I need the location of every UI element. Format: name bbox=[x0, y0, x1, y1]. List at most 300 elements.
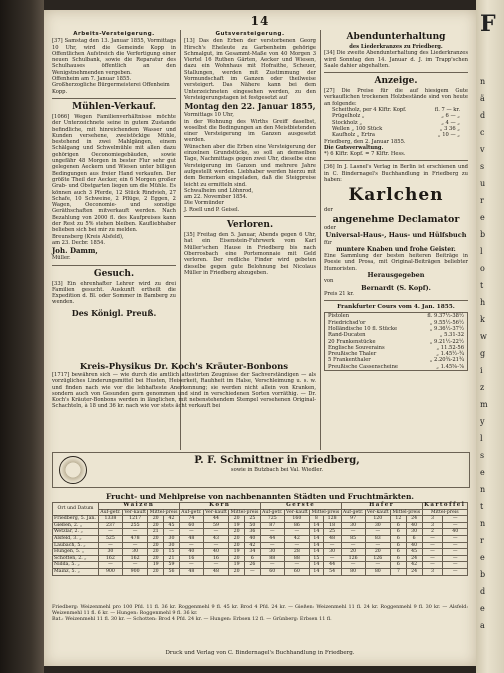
table-cell: 6 bbox=[391, 555, 407, 562]
edge-glyph: e bbox=[480, 604, 485, 613]
table-cell: — bbox=[443, 542, 468, 549]
table-cell: 21 bbox=[164, 555, 180, 562]
table-cell: — bbox=[179, 529, 203, 536]
guts-heading: Gutsversteigerung. bbox=[215, 31, 285, 37]
table-cell: 85 bbox=[341, 535, 365, 542]
table-cell: 1338 bbox=[98, 516, 122, 523]
column-right bbox=[324, 30, 468, 371]
arbeits-date: Offenheim am 7. Januar 1855. bbox=[52, 76, 132, 83]
edge-glyph: l bbox=[480, 434, 483, 443]
table-cell: 30 bbox=[98, 549, 122, 556]
koch-ad-title: Kreis-Physikus Dr. Koch's Kräuter-Bonbons bbox=[79, 362, 289, 372]
course-value: „ 9.21½-22½ bbox=[429, 338, 464, 345]
divider bbox=[184, 216, 316, 217]
table-cell: 24 bbox=[406, 516, 422, 523]
table-row bbox=[53, 562, 468, 569]
table-sub-header-cell: Ver-kauft bbox=[366, 509, 389, 515]
table-cell: 20 bbox=[365, 549, 390, 556]
table-cell: 3 bbox=[422, 516, 443, 523]
guts-signature-names: J. Roell und P. Geisel. bbox=[184, 206, 240, 213]
table-cell: 20 bbox=[148, 542, 164, 549]
table-cell: 40 bbox=[406, 522, 422, 529]
table-cell: 56 bbox=[164, 568, 180, 575]
edge-glyph: h bbox=[480, 298, 486, 307]
table-cell: 6 bbox=[391, 562, 407, 569]
divider bbox=[52, 265, 176, 266]
table-cell: 6 bbox=[406, 535, 422, 542]
table-cell: 3 bbox=[422, 568, 443, 575]
price-table bbox=[52, 502, 468, 576]
table-cell: — bbox=[323, 542, 341, 549]
gesuch-heading: Gesuch. bbox=[93, 268, 135, 279]
muehlen-signature: Joh. Damm, bbox=[52, 246, 98, 256]
table-cell: 28 bbox=[284, 549, 309, 556]
guts-date-2: am 22. November 1854. bbox=[184, 194, 248, 201]
table-cell: — bbox=[203, 529, 228, 536]
table-cell: 20 bbox=[148, 549, 164, 556]
table-cell: 20 bbox=[148, 568, 164, 575]
guts-text: [13] Das den Erben der verstorbenen Georg Hirsch's Eheleute zu Garbenheim gehörige Schmalgut, im Gesammt-Maße von 40 Morgen 3 Viertel 16 Ruthen Gärten, Aecker und Wiesen, dazu ein Wohnhaus mit Hofraithe, Scheuer, Stallungen, werden mit Zustimmung der Vormundschaft im Ganzen oder theilweise versteigert. Das Nähere kann bei dem Unterzeichneten eingesehen werden, zu den Versteigerungstagen ist festgesetzt auf bbox=[184, 38, 316, 101]
table-cell: 14 bbox=[310, 522, 324, 529]
edge-glyph: r bbox=[480, 536, 484, 545]
edge-glyph: w bbox=[480, 332, 487, 341]
table-cell: — bbox=[443, 516, 468, 523]
table-cell: 44 bbox=[323, 562, 341, 569]
table-cell: 25 bbox=[323, 529, 341, 536]
table-cell: 80 bbox=[365, 568, 390, 575]
table-cell: 45 bbox=[406, 549, 422, 556]
table-cell: 20 bbox=[148, 516, 164, 523]
table-cell: 86 bbox=[284, 522, 309, 529]
table-cell: 21 bbox=[148, 529, 164, 536]
table-cell: 88 bbox=[260, 555, 284, 562]
table-cell: — bbox=[122, 562, 147, 569]
guts-time: Vormittags 10 Uhr, bbox=[184, 112, 234, 119]
holz-label: Wellen „ 100 Stück bbox=[332, 125, 383, 132]
course-value: „ 1.45½-¾ bbox=[436, 351, 464, 358]
table-cell: — bbox=[443, 555, 468, 562]
table-cell: 18 bbox=[323, 522, 341, 529]
edge-glyph: e bbox=[480, 468, 485, 477]
table-cell: — bbox=[203, 562, 228, 569]
gesuch-text: [33] Ein ehrenhafter Lehrer wird zu drei Familien gesucht. Auskunft ertheilt die Expedition d. Bl. oder Sommer in Bamberg zu wenden. bbox=[52, 280, 176, 306]
edge-glyph: z bbox=[480, 383, 485, 392]
table-row bbox=[53, 542, 468, 549]
table-row bbox=[53, 529, 468, 536]
table-sub-header-cell: Auf-getr. bbox=[342, 509, 364, 515]
course-value: fl. 9.37½-38½ bbox=[427, 313, 464, 320]
table-cell: 14 bbox=[310, 542, 324, 549]
table-sub-header-cell: Mittel-preis bbox=[422, 509, 467, 516]
karl-subtitle-2: Universal-Haus-, Haus- und Hülfsbuch bbox=[325, 230, 467, 239]
table-cell: — bbox=[341, 529, 365, 536]
guts-place: Schwalheim und Löhnrod, bbox=[184, 187, 254, 194]
edge-glyph: t bbox=[480, 281, 484, 290]
table-cell: 83 bbox=[365, 535, 390, 542]
verloren-heading: Verloren. bbox=[226, 220, 274, 231]
table-group-header-cell: Gerste bbox=[260, 503, 341, 510]
holz-label: Prügelholz „ bbox=[332, 113, 365, 120]
table-row bbox=[53, 568, 468, 575]
table-cell: 900 bbox=[98, 568, 122, 575]
table-cell: 19 bbox=[229, 549, 245, 556]
edge-glyph: b bbox=[480, 230, 486, 239]
table-cell: 19 bbox=[229, 522, 245, 529]
column-divider bbox=[320, 30, 321, 450]
course-name: 5 Frankenthaler bbox=[328, 357, 371, 364]
holz-signature: Die Gutsverwaltung. bbox=[324, 144, 384, 151]
divider bbox=[324, 160, 468, 161]
table-cell: — bbox=[365, 542, 390, 549]
holz-note: *) 6 Klftr. Kopf. = 7 Klftr. Hess. bbox=[324, 151, 406, 158]
course-row bbox=[325, 364, 467, 370]
table-cell: 45 bbox=[164, 522, 180, 529]
edge-glyph: F bbox=[480, 11, 496, 37]
muehlen-text: [1066] Wegen Familienverhältnisse möchte der Unterzeichnete seine in gutem Zustande befindliche, mit hinreichendem Wasser und Kunden versehene, zweistöckige Mühle, bestehend in zwei Mahlgängen, einem Schälgang und Schwelmühle mit allen dazu gehörigen Oeconomiegebäuden, sowie ungefähr 48 Morgen in bester Flur sehr gut gelegenen Aeckern und Wiesen unter billigen Bedingungen aus freier Hand verkaufen. Der größte Theil der Aecker, ein 6 Morgen großer Grab- und Obstgarten liegen um die Mühle. Es können auch 3 Pferde, 12 Stück Rindvieh, 27 Schafe, 10 Schweine, 2 Pflüge, 2 Eggen, 2 Wagen, Oeconomie- und sonstige Geräthschaften mitverkauft werden. Nach Bezahlung von 2000 fl. des Kaufpreises kann der Rest zu 5% stehen bleiben. Kaufliebhaber belieben sich bei mir zu melden. bbox=[52, 113, 176, 234]
course-name: Friedrichsd'or bbox=[328, 319, 366, 326]
abend-heading: Abendunterhaltung bbox=[346, 32, 446, 42]
table-cell: 74 bbox=[179, 516, 203, 523]
table-cell: — bbox=[443, 549, 468, 556]
table-cell-place: Gießen, 2. „ bbox=[53, 522, 99, 529]
course-name: Holländische 10 fl. Stücke bbox=[328, 326, 398, 332]
koch-ad-text: [1717] bewähren sich — wie durch die amtlich attestirten Zeugnisse der Sachverständigen — als vorzügliches Linderungsmittel bei Husten, Heiserkeit, Rauhheit im Halse, Verschleimung u. s. w. und finden nach wie vor die lebhafteste Anerkennung; sie werden nicht allein von Kranken, sondern auch von Gesunden gern genommen und sind in verschiedenen Sorten vorräthig. — Dr. Koch's Kräuter-Bonbons werden in länglichen, mit nebenstehendem Stempel versehenen Original-Schachteln, à 18 und 36 kr. nach wie vor stets ächt verkauft bei bbox=[52, 372, 316, 410]
karl-price: Preis 21 kr. bbox=[324, 290, 354, 297]
table-sub-header-cell: Mittel-preis bbox=[311, 509, 340, 515]
table-cell: 162 bbox=[122, 555, 147, 562]
edge-glyph: a bbox=[480, 621, 485, 630]
table-cell: 48 bbox=[323, 535, 341, 542]
table-cell: — bbox=[284, 529, 309, 536]
table-cell: — bbox=[164, 529, 180, 536]
table-sub-header bbox=[53, 509, 468, 516]
table-cell: 54 bbox=[323, 568, 341, 575]
table-cell: 44 bbox=[260, 535, 284, 542]
holz-label: Scheitholz, per 4 Klftr. Kopf. bbox=[332, 107, 407, 114]
table-cell-place: Mainz, 5. „ bbox=[53, 568, 99, 575]
karl-intro: [36] In J. Lasnel's Verlag in Berlin ist erschienen und in C. Bindernagel's Buchhandlung in Friedberg zu haben: bbox=[324, 164, 468, 184]
table-cell: 6 bbox=[391, 529, 407, 536]
table-cell: — bbox=[341, 542, 365, 549]
table-cell: — bbox=[203, 542, 228, 549]
table-cell: — bbox=[443, 522, 468, 529]
table-cell: 14 bbox=[310, 562, 324, 569]
table-cell: 6 bbox=[244, 555, 260, 562]
table-cell: 30 bbox=[164, 542, 180, 549]
table-sub-header-cell: Auf-getr. bbox=[100, 509, 121, 515]
table-sub-header-cell: Ver-kauft bbox=[124, 509, 147, 515]
table-cell: — bbox=[323, 555, 341, 562]
table-cell: 48 bbox=[179, 568, 203, 575]
table-group-header-cell: Hafer bbox=[341, 503, 422, 510]
table-cell: 60 bbox=[260, 568, 284, 575]
divider bbox=[324, 72, 468, 73]
table-cell: 43 bbox=[203, 535, 228, 542]
edge-glyph: d bbox=[480, 587, 486, 596]
table-cell-place: Nidda, 5. „ bbox=[53, 562, 99, 569]
table-cell: — bbox=[179, 562, 203, 569]
table-cell: 525 bbox=[98, 535, 122, 542]
guts-text-2: in der Wohnung des Wirths Greiff daselbst, woselbst die Bedingungen an den Meistbietenden einer Versteigerung im Ganzen ausgesetzt werden. bbox=[184, 118, 316, 144]
karl-von: von bbox=[324, 278, 334, 285]
table-sub-header-cell: Mittel-preis bbox=[230, 509, 259, 515]
table-cell: — bbox=[122, 542, 147, 549]
table-cell: 20 bbox=[148, 555, 164, 562]
table-cell: 162 bbox=[98, 555, 122, 562]
table-cell: 59 bbox=[203, 522, 228, 529]
muehlen-heading: Mühlen-Verkauf. bbox=[72, 101, 156, 112]
holz-place: Friedberg, den 2. Januar 1855. bbox=[324, 138, 406, 145]
preuss-heading: Des Königl. Preuß. bbox=[71, 307, 157, 318]
arbeits-text: [37] Samstag den 13. Januar 1855, Vormittags 10 Uhr, wird die Gemeinde Kopp in Offentlichen Aufstreich die Verfertigung einer neuen Schulbank, sowie die Reparatur des Schulhauses öffentlich an den Wenigstnehmenden vergeben. bbox=[52, 38, 176, 76]
edge-glyph: i bbox=[480, 366, 483, 375]
table-cell: 16 bbox=[203, 555, 228, 562]
table-cell: 50 bbox=[244, 522, 260, 529]
guts-text-3: Wünschen aber die Erben eine Versteigerung der einzelnen Grundstücke, so soll an demselben Tage, Nachmittags gegen zwei Uhr, dieselbe eine Versteigerung im Ganzen und mehrere Jahre aufgestellt werden. Liebhaber werden hierzu mit dem Bemerken eingeladen, daß die Steigpreise leicht zu ermitteln sind. bbox=[184, 143, 316, 188]
book-binding-shadow bbox=[0, 0, 44, 673]
divider bbox=[324, 300, 468, 301]
arbeits-signature-name: Kopp. bbox=[52, 88, 68, 95]
table-row bbox=[53, 516, 468, 523]
table-cell: 40 bbox=[244, 535, 260, 542]
holz-price: „ 10 — „ bbox=[437, 132, 460, 139]
table-cell: — bbox=[122, 529, 147, 536]
table-cell: 20 bbox=[341, 549, 365, 556]
edge-glyph: l bbox=[480, 247, 483, 256]
table-cell: 15 bbox=[310, 555, 324, 562]
table-cell: 48 bbox=[203, 568, 228, 575]
table-cell: — bbox=[98, 529, 122, 536]
table-cell: 237 bbox=[98, 522, 122, 529]
next-page-edge bbox=[476, 0, 504, 673]
table-cell: 60 bbox=[284, 568, 309, 575]
table-cell: 20 bbox=[148, 522, 164, 529]
table-group-header-cell: Kartoffel bbox=[422, 503, 467, 510]
karl-subtitle: angenehme Declamator bbox=[332, 213, 460, 225]
table-cell: 30 bbox=[341, 522, 365, 529]
table-row bbox=[53, 522, 468, 529]
table-cell: 20 bbox=[229, 529, 245, 536]
arbeits-heading: Arbeits-Versteigerung. bbox=[73, 31, 155, 37]
edge-glyph: g bbox=[480, 349, 486, 358]
edge-glyph: t bbox=[480, 502, 484, 511]
table-cell: 900 bbox=[122, 568, 147, 575]
table-sub-header-cell: Mittel-preis bbox=[392, 509, 421, 515]
table-cell: — bbox=[260, 529, 284, 536]
price-table-title: Frucht- und Mehlpreise von nachbenannten Städten und Fruchtmärkten. bbox=[105, 492, 415, 501]
course-value: „ 11.52-56 bbox=[436, 344, 464, 351]
table-cell: — bbox=[422, 562, 443, 569]
table-cell: 16 bbox=[179, 555, 203, 562]
holz-price: fl. 7 — kr. bbox=[434, 107, 460, 114]
table-cell: 20 bbox=[229, 568, 245, 575]
table-cell: — bbox=[365, 562, 390, 569]
table-row bbox=[53, 535, 468, 542]
course-name: Pistolen bbox=[328, 313, 350, 320]
table-cell: 14 bbox=[310, 535, 324, 542]
table-cell: — bbox=[284, 562, 309, 569]
course-value: „ 1.45⅝-⅞ bbox=[436, 363, 464, 370]
table-cell: 42 bbox=[406, 562, 422, 569]
table-cell: 725 bbox=[260, 516, 284, 523]
table-cell: — bbox=[443, 568, 468, 575]
table-cell: 40 bbox=[406, 542, 422, 549]
table-cell: 42 bbox=[284, 535, 309, 542]
column-header-orte: Ort und Datum bbox=[53, 503, 99, 516]
abend-text: [34] Die zweite Abendunterhaltung des Liederkranzes wird Sonntag den 14. Januar d. J. im Trapp'schen Saale dahier abgehalten. bbox=[324, 50, 468, 69]
holz-label: Stockholz „ bbox=[332, 119, 363, 126]
table-cell: 44 bbox=[203, 516, 228, 523]
table-cell: 6 bbox=[391, 522, 407, 529]
edge-glyph: s bbox=[480, 162, 485, 171]
course-heading: Frankfurter Cours vom 4. Jan. 1855. bbox=[337, 304, 455, 311]
page-number: 14 bbox=[250, 14, 270, 28]
guts-date: Montag den 22. Januar 1855, bbox=[184, 101, 316, 112]
edge-glyph: c bbox=[480, 128, 485, 137]
table-cell: 14 bbox=[310, 568, 324, 575]
table-cell: 40 bbox=[443, 529, 468, 536]
table-cell: 2 bbox=[422, 529, 443, 536]
table-cell: 20 bbox=[229, 535, 245, 542]
footnote: Friedberg: Weizenmehl pro 100 Pfd. 11 fl. 36 kr. Roggenmehl 9 fl. 45 kr. Brod 4 Pfd. 24 kr. — Gießen: Weizenmehl 11 fl. 24 kr. Roggenmehl 9 fl. 30 kr. — Alsfeld: Weizenmehl 11 fl. 6 kr. — Hungen: Roggenmehl 9 fl. 36 kr. bbox=[52, 604, 468, 616]
table-cell: 88 bbox=[284, 555, 309, 562]
table-cell: — bbox=[284, 542, 309, 549]
edge-glyph: d bbox=[480, 111, 486, 120]
table-cell: 15 bbox=[164, 549, 180, 556]
koch-ad bbox=[52, 362, 316, 410]
karl-for: für bbox=[324, 240, 332, 247]
table-cell-place: Hungen, 5. „ bbox=[53, 549, 99, 556]
edge-glyph: e bbox=[480, 213, 485, 222]
table-cell: 19 bbox=[229, 562, 245, 569]
table-cell: 20 bbox=[229, 542, 245, 549]
table-cell: 24 bbox=[406, 555, 422, 562]
table-cell: 6 bbox=[391, 535, 407, 542]
koch-seal-stamp bbox=[59, 456, 87, 484]
table-sub-header-cell: Mittel-preis bbox=[149, 509, 178, 515]
karl-desc: Eine Sammlung der besten heiteren Beiträge in Poesie und Prosa, mit Original-Beiträgen beliebter Humoristen. bbox=[324, 253, 468, 272]
guts-signature: Die Vormünder bbox=[184, 200, 224, 207]
table-cell: 40 bbox=[179, 549, 203, 556]
edge-glyph: v bbox=[480, 145, 485, 154]
table-cell: 30 bbox=[122, 549, 147, 556]
table-cell: 6 bbox=[391, 542, 407, 549]
muehlen-place: Breunsberg (Kreis Alsfeld), bbox=[52, 233, 124, 240]
edge-glyph: o bbox=[480, 264, 485, 273]
holz-price: „ 4 — „ bbox=[441, 119, 460, 126]
course-name: 20 Frankenstücke bbox=[328, 338, 376, 345]
table-cell: 60 bbox=[179, 522, 203, 529]
edge-glyph: b bbox=[480, 570, 486, 579]
edge-glyph: n bbox=[480, 485, 486, 494]
table-sub-header-cell: Ver-kauft bbox=[205, 509, 227, 515]
newspaper-page bbox=[44, 10, 476, 666]
table-cell: 6 bbox=[391, 549, 407, 556]
table-group-header-cell: Waizen bbox=[98, 503, 179, 510]
schmittner-ad-box bbox=[52, 452, 470, 488]
course-name: Rand-Ducaten bbox=[328, 332, 366, 339]
column-middle bbox=[184, 30, 316, 276]
table-cell: 12 bbox=[391, 516, 407, 523]
holz-label: Kaufholz „ Ertra bbox=[332, 132, 375, 139]
table-cell: — bbox=[98, 542, 122, 549]
table-cell: 1217 bbox=[122, 516, 147, 523]
table-cell: — bbox=[365, 529, 390, 536]
edge-glyph: u bbox=[480, 179, 486, 188]
table-cell: — bbox=[422, 542, 443, 549]
table-cell: 30 bbox=[260, 549, 284, 556]
karl-editor-label: Herausgegeben bbox=[367, 270, 425, 279]
edge-glyph: n bbox=[480, 519, 486, 528]
schmittner-name: P. F. Schmittner in Friedberg, bbox=[194, 455, 360, 466]
table-group-header bbox=[53, 503, 468, 510]
muehlen-signature-title: Müller. bbox=[52, 255, 71, 262]
table-cell: 48 bbox=[179, 535, 203, 542]
table-cell: 34 bbox=[244, 549, 260, 556]
table-cell: 26 bbox=[244, 562, 260, 569]
course-value: „ 2.20¾-21¾ bbox=[429, 357, 464, 364]
abend-subheading: des Liederkranzes zu Friedberg. bbox=[349, 44, 443, 50]
table-cell: 24 bbox=[406, 568, 422, 575]
course-value: „ 9.55½-56½ bbox=[429, 319, 464, 326]
table-cell: 42 bbox=[164, 516, 180, 523]
edge-glyph: n bbox=[480, 77, 486, 86]
table-group-header-cell: Korn bbox=[179, 503, 260, 510]
table-cell-place: Laubach, 5. „ bbox=[53, 542, 99, 549]
table-cell: — bbox=[260, 562, 284, 569]
footnote: Bat.: Weizenmehl 11 fl. 30 kr. — Schotten: Brod 4 Pfd. 24 kr. — Hungen: Erbsen 12 fl. — Grünberg: Erbsen 11 fl. bbox=[52, 616, 332, 622]
karl-author: Bernardt (S. Kopf). bbox=[361, 283, 431, 292]
course-name: Preußische Cassenscheine bbox=[328, 363, 398, 370]
holz-price-list bbox=[324, 107, 468, 138]
course-value: „ 5.31-32 bbox=[439, 332, 464, 339]
karl-oder: oder bbox=[324, 224, 336, 231]
table-cell-place: Wetzlar, 2. „ bbox=[53, 529, 99, 536]
table-cell: — bbox=[341, 562, 365, 569]
edge-glyph: ä bbox=[480, 94, 485, 103]
table-cell: — bbox=[422, 549, 443, 556]
edge-glyph: r bbox=[480, 196, 484, 205]
edge-glyph: k bbox=[480, 315, 485, 324]
table-cell: — bbox=[443, 562, 468, 569]
table-cell: 3 bbox=[422, 522, 443, 529]
course-table bbox=[324, 312, 468, 371]
footnotes bbox=[52, 604, 468, 622]
table-cell: 128 bbox=[323, 516, 341, 523]
table-cell: 126 bbox=[365, 555, 390, 562]
table-cell: 19 bbox=[148, 562, 164, 569]
table-cell: 126 bbox=[341, 555, 365, 562]
edge-glyph: e bbox=[480, 553, 485, 562]
muehlen-date: am 23. Decbr. 1854. bbox=[52, 239, 106, 246]
table-cell: 8 bbox=[310, 516, 324, 523]
arbeits-signature: Großherzogliche Bürgermeisterei Offenheim bbox=[52, 82, 170, 89]
table-sub-header-cell: Ver-kauft bbox=[285, 509, 308, 515]
course-value: „ 9.36½-37½ bbox=[429, 326, 464, 332]
schmittner-branch: sowie in Butzbach bei Val. Wiedler. bbox=[230, 467, 324, 473]
table-cell: — bbox=[98, 562, 122, 569]
table-cell: — bbox=[443, 535, 468, 542]
table-cell: 30 bbox=[164, 535, 180, 542]
edge-glyph: s bbox=[480, 451, 485, 460]
table-cell: — bbox=[244, 568, 260, 575]
holz-price: „ 6 — „ bbox=[441, 113, 460, 120]
schmittner-ad-text bbox=[91, 455, 463, 473]
table-cell: 36 bbox=[244, 529, 260, 536]
table-cell: 25 bbox=[244, 516, 260, 523]
holz-price: „ 3 36 „ bbox=[439, 125, 460, 132]
table-cell-place: Alsfeld, 3. „ bbox=[53, 535, 99, 542]
